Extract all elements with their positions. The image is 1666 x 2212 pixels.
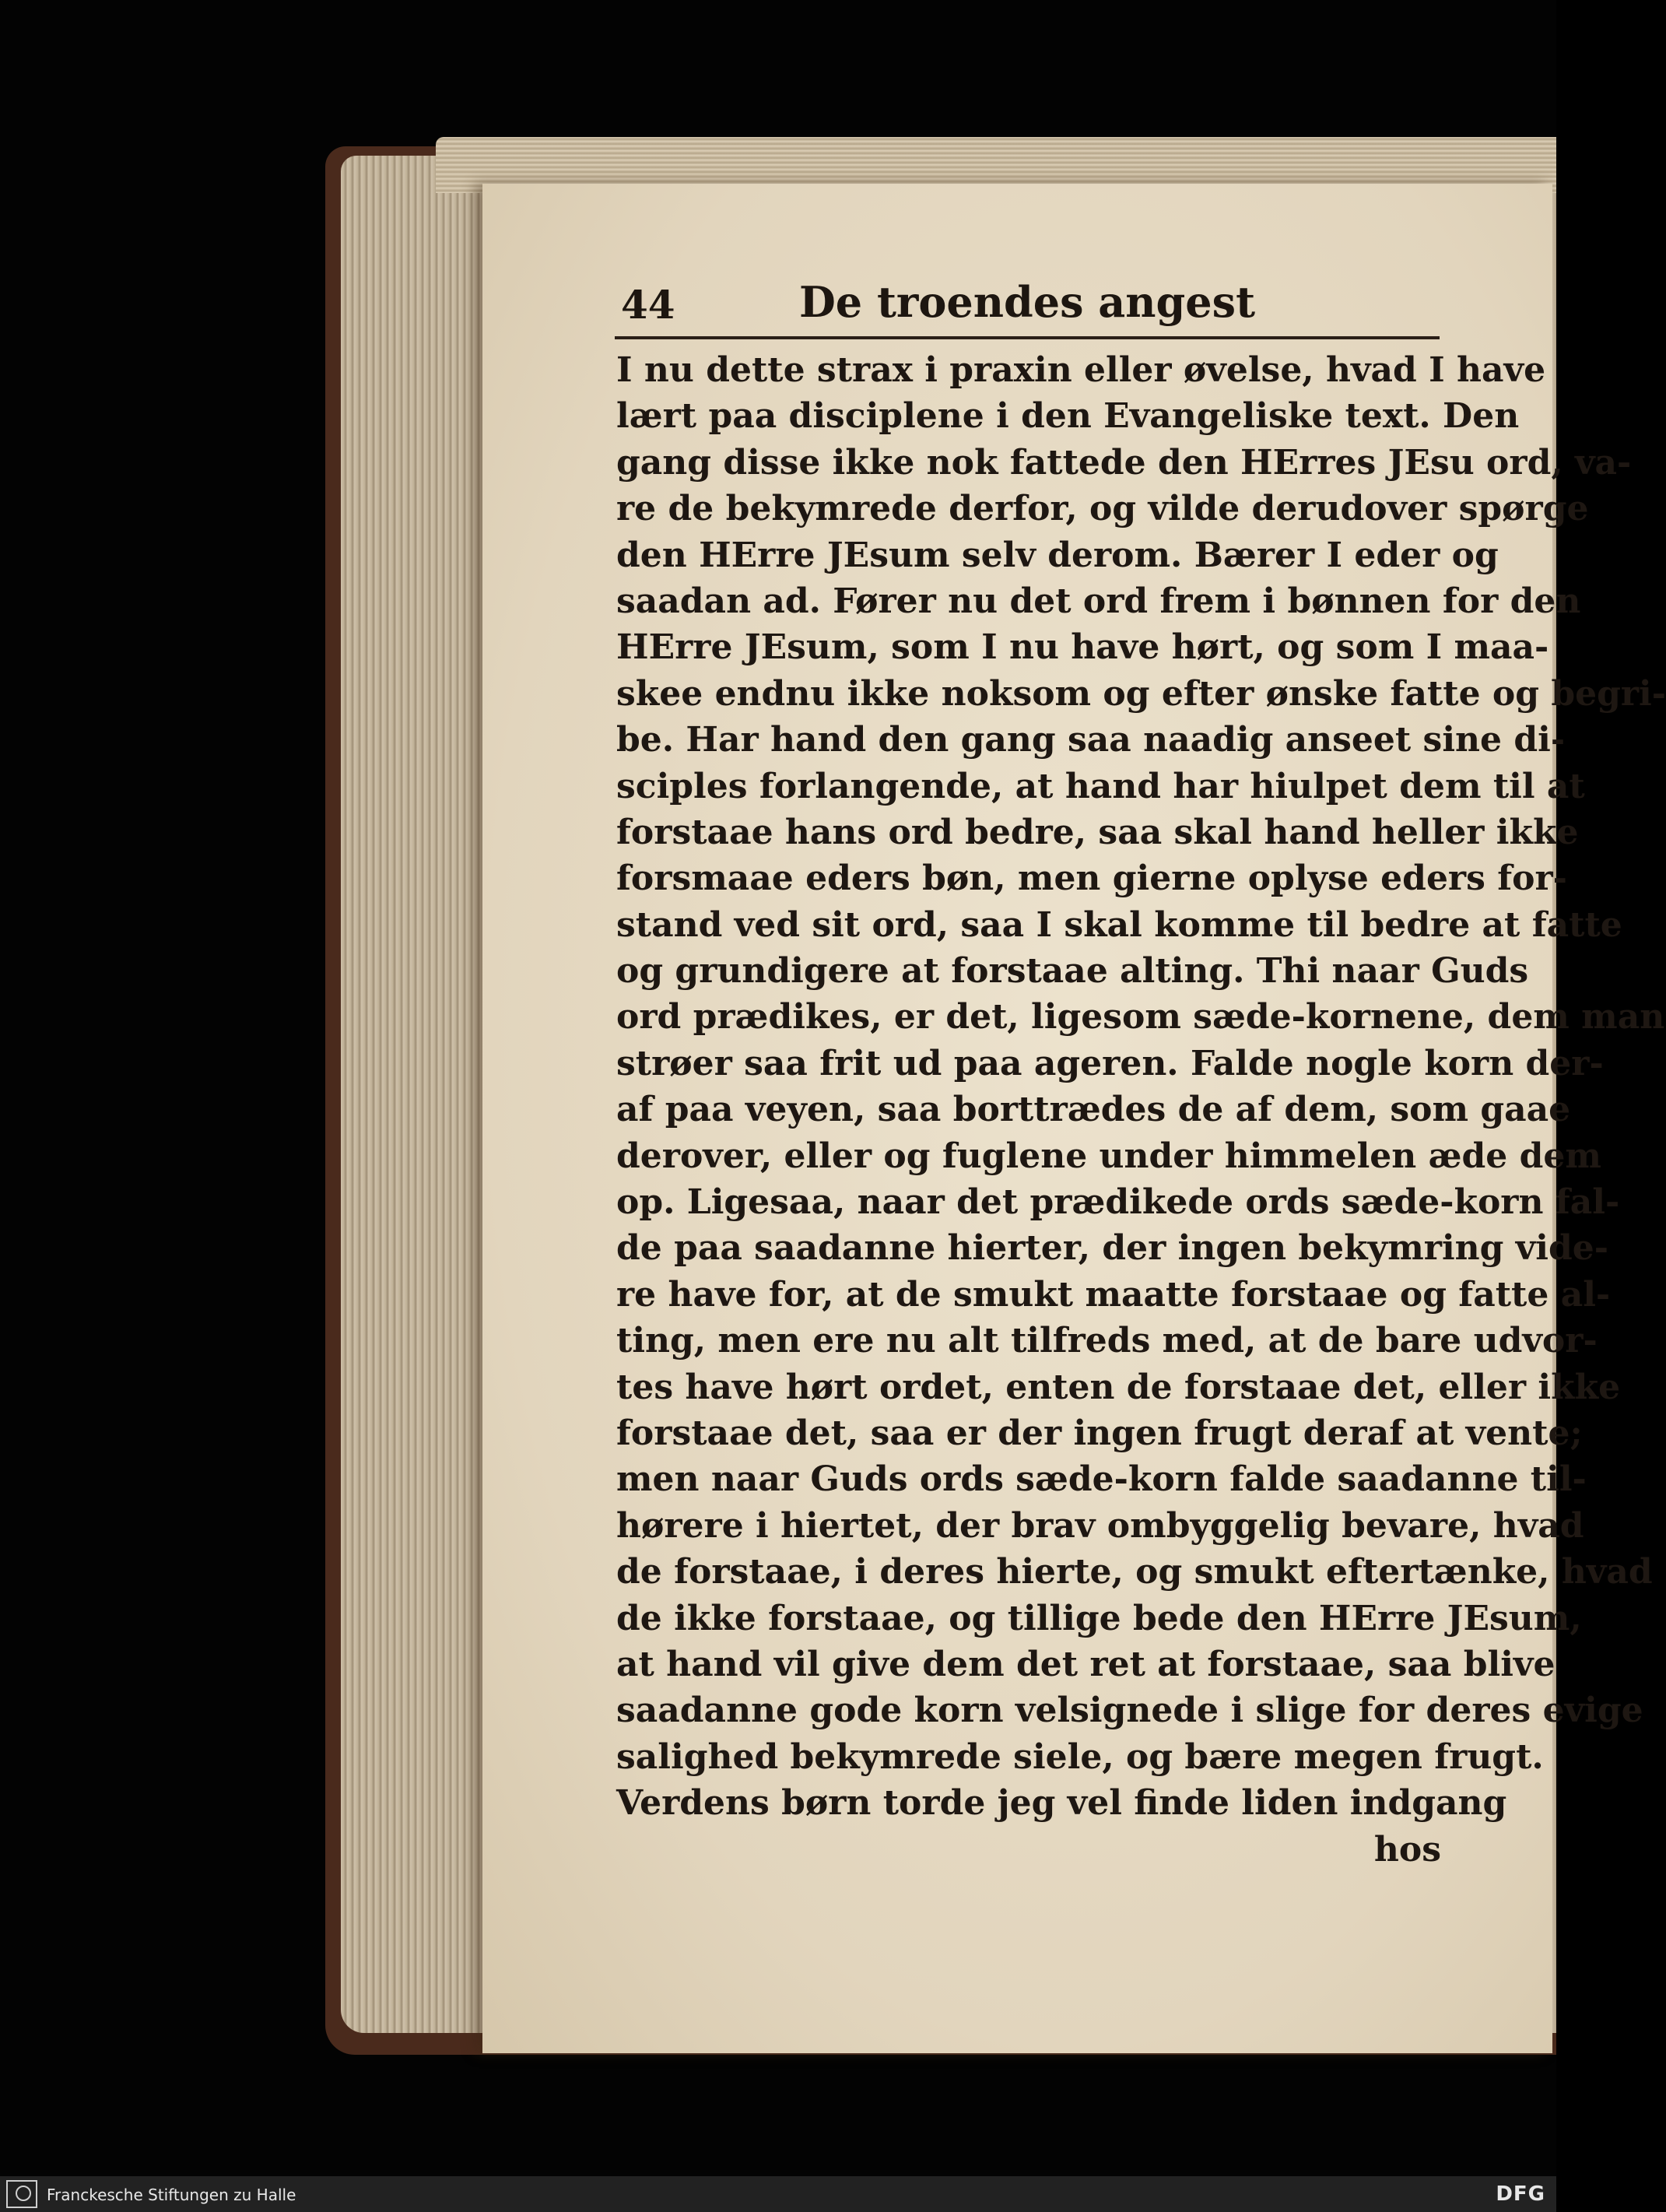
text-line: af paa veyen, saa borttrædes de af dem, som gaae (616, 1090, 1571, 1130)
text-line: lært paa disciplene i den Evangeliske text. Den (616, 396, 1520, 437)
text-line: derover, eller og fuglene under himmelen æde dem (616, 1136, 1601, 1176)
text-line: forsmaae eders bøn, men gierne oplyse eders for- (616, 858, 1567, 899)
text-line: sciples forlangende, at hand har hiulpet dem til at (616, 766, 1585, 806)
text-line: I nu dette strax i praxin eller øvelse, hvad I have (616, 350, 1546, 390)
book-page (482, 184, 1666, 2053)
institution-logo-icon (6, 2180, 37, 2208)
text-line: hørere i hiertet, der brav ombyggelig bevare, hvad (616, 1505, 1584, 1546)
dfg-logo: DFG (1496, 2182, 1545, 2206)
page-number: 44 (621, 282, 675, 328)
text-line: stand ved sit ord, saa I skal komme til bedre at fatte (616, 904, 1622, 945)
text-line: HErre JEsum, som I nu have hørt, og som I maa- (616, 627, 1549, 668)
text-line: Verdens børn torde jeg vel finde liden indgang (616, 1783, 1507, 1824)
text-line: de ikke forstaae, og tillige bede den HErre JEsum, (616, 1598, 1582, 1638)
text-line: re have for, at de smukt maatte forstaae og fatte al- (616, 1274, 1611, 1315)
running-head: De troendes angest (798, 277, 1256, 327)
text-line: saadan ad. Fører nu det ord frem i bønnen for den (616, 581, 1581, 621)
text-line: at hand vil give dem det ret at forstaae, saa blive (616, 1644, 1556, 1684)
text-line: strøer saa frit ud paa ageren. Falde nogle korn der- (616, 1043, 1604, 1083)
text-line: forstaae hans ord bedre, saa skal hand heller ikke (616, 812, 1579, 852)
text-line: salighed bekymrede siele, og bære megen frugt. (616, 1736, 1544, 1777)
text-line: forstaae det, saa er der ingen frugt deraf at vente; (616, 1413, 1583, 1453)
text-line: op. Ligesaa, naar det prædikede ords sæde-korn fal- (616, 1182, 1620, 1223)
catchword: hos (1373, 1829, 1441, 1870)
text-line: og grundigere at forstaae alting. Thi naar Guds (616, 951, 1529, 992)
text-line: ord prædikes, er det, ligesom sæde-kornene, dem man (616, 997, 1665, 1038)
text-line: re de bekymrede derfor, og vilde derudover spørge (616, 489, 1589, 529)
text-line: saadanne gode korn velsignede i slige for deres evige (616, 1691, 1643, 1731)
text-line: be. Har hand den gang saa naadig anseet sine di- (616, 720, 1566, 760)
body-text (616, 347, 1666, 1873)
text-line: gang disse ikke nok fattede den HErres JEsu ord, va- (616, 442, 1632, 483)
text-line: skee endnu ikke noksom og efter ønske fatte og begri- (616, 673, 1666, 714)
text-line: tes have hørt ordet, enten de forstaae det, eller ikke (616, 1367, 1621, 1407)
header-rule (615, 336, 1440, 339)
text-line: ting, men ere nu alt tilfreds med, at de bare udvor- (616, 1321, 1598, 1361)
text-line: den HErre JEsum selv derom. Bærer I eder og (616, 535, 1499, 575)
text-line: de paa saadanne hierter, der ingen bekymring vide- (616, 1228, 1609, 1269)
text-line: de forstaae, i deres hierte, og smukt eftertænke, hvad (616, 1552, 1653, 1592)
text-line: men naar Guds ords sæde-korn falde saadanne til- (616, 1459, 1587, 1500)
page-header (615, 277, 1440, 339)
viewer-footer (0, 2176, 1556, 2212)
institution-label: Franckesche Stiftungen zu Halle (47, 2186, 296, 2204)
